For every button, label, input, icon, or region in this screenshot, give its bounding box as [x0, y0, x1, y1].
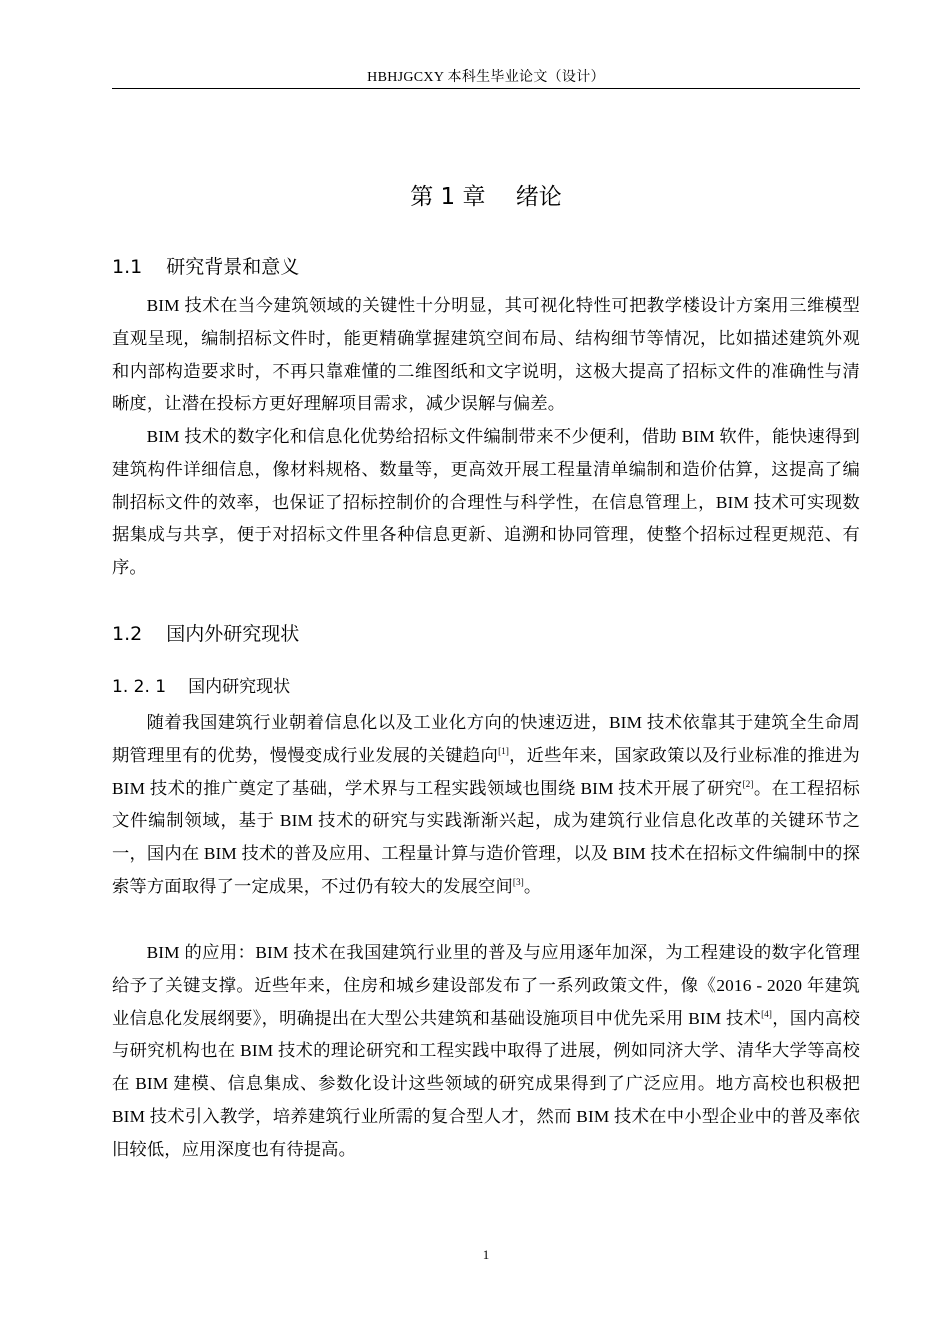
- citation-4: [4]: [761, 1008, 773, 1019]
- paragraph-text: 随着我国建筑行业朝着信息化以及工业化方向的快速迈进，BIM 技术依靠其于建筑全生命周期管理里有的优势，慢慢变成行业发展的关键趋向: [112, 713, 860, 765]
- section-heading-1-2: [112, 619, 299, 646]
- section-number: 1.1: [112, 256, 143, 278]
- section-title: 研究背景和意义: [166, 256, 300, 278]
- section-title: 国内外研究现状: [166, 623, 300, 645]
- paragraph-domestic-1: [112, 707, 860, 904]
- section-number: 1.2: [112, 623, 143, 645]
- paragraph-text: ，国内高校与研究机构也在 BIM 技术的理论研究和工程实践中取得了进展，例如同济大学、清华大学等高校在 BIM 建模、信息集成、参数化设计这些领域的研究成果得到了广泛应用。地方高校也积极把 BIM 技术引入教学，培养建筑行业所需的复合型人才，然而 BIM 技术在中小型企业中的普及率依旧较低，应用深度也有待提高。: [112, 1008, 860, 1159]
- chapter-title: 第 1 章 绪论: [410, 184, 562, 210]
- citation-3: [3]: [512, 876, 524, 887]
- paragraph-background-1: BIM 技术在当今建筑领域的关键性十分明显，其可视化特性可把教学楼设计方案用三维模型直观呈现，编制招标文件时，能更精确掌握建筑空间布局、结构细节等情况，比如描述建筑外观和内部构造要求时，不再只靠难懂的二维图纸和文字说明，这极大提高了招标文件的准确性与清晰度，让潜在投标方更好理解项目需求，减少误解与偏差。: [112, 296, 860, 414]
- header-rule: [112, 88, 860, 89]
- subsection-number: 1. 2. 1: [112, 677, 167, 697]
- paragraph-text: ，近些年来，国家政策以及行业标准的推进为 BIM 技术的推广奠定了基础，学术界与工程实践领域也围绕 BIM 技术开展了研究: [112, 745, 860, 798]
- citation-2: [2]: [742, 778, 754, 789]
- subsection-heading-1-2-1: [112, 672, 290, 697]
- paragraph-background-2: BIM 技术的数字化和信息化优势给招标文件编制带来不少便利，借助 BIM 软件，能快速得到建筑构件详细信息，像材料规格、数量等，更高效开展工程量清单编制和造价估算，这提高了编制招标文件的效率，也保证了招标控制价的合理性与科学性，在信息管理上，BIM 技术可实现数据集成与共享，便于对招标文件里各种信息更新、追溯和协同管理，使整个招标过程更规范、有序。: [112, 427, 860, 578]
- section-heading-1-1: [112, 252, 299, 279]
- paragraph-text: 。在工程招标文件编制领域，基于 BIM 技术的研究与实践渐渐兴起，成为建筑行业信息化改革的关键环节之一，国内在 BIM 技术的普及应用、工程量计算与造价管理，以及 BIM 技术在招标文件编制中的探索等方面取得了一定成果，不过仍有较大的发展空间: [112, 778, 860, 896]
- paragraph-domestic-2: [112, 937, 860, 1167]
- paragraph-text: 。: [523, 876, 542, 896]
- citation-1: [1]: [498, 745, 510, 756]
- paragraph-text: BIM 的应用：BIM 技术在我国建筑行业里的普及与应用逐年加深，为工程建设的数字化管理给予了关键支撑。近些年来，住房和城乡建设部发布了一系列政策文件，像《2016 - 2020 年建筑业信息化发展纲要》，明确提出在大型公共建筑和基础设施项目中优先采用 BIM 技术: [112, 943, 860, 1028]
- page-header: HBHJGCXY 本科生毕业论文（设计）: [367, 70, 605, 85]
- subsection-title: 国内研究现状: [188, 677, 291, 697]
- page-number: 1: [482, 1247, 490, 1262]
